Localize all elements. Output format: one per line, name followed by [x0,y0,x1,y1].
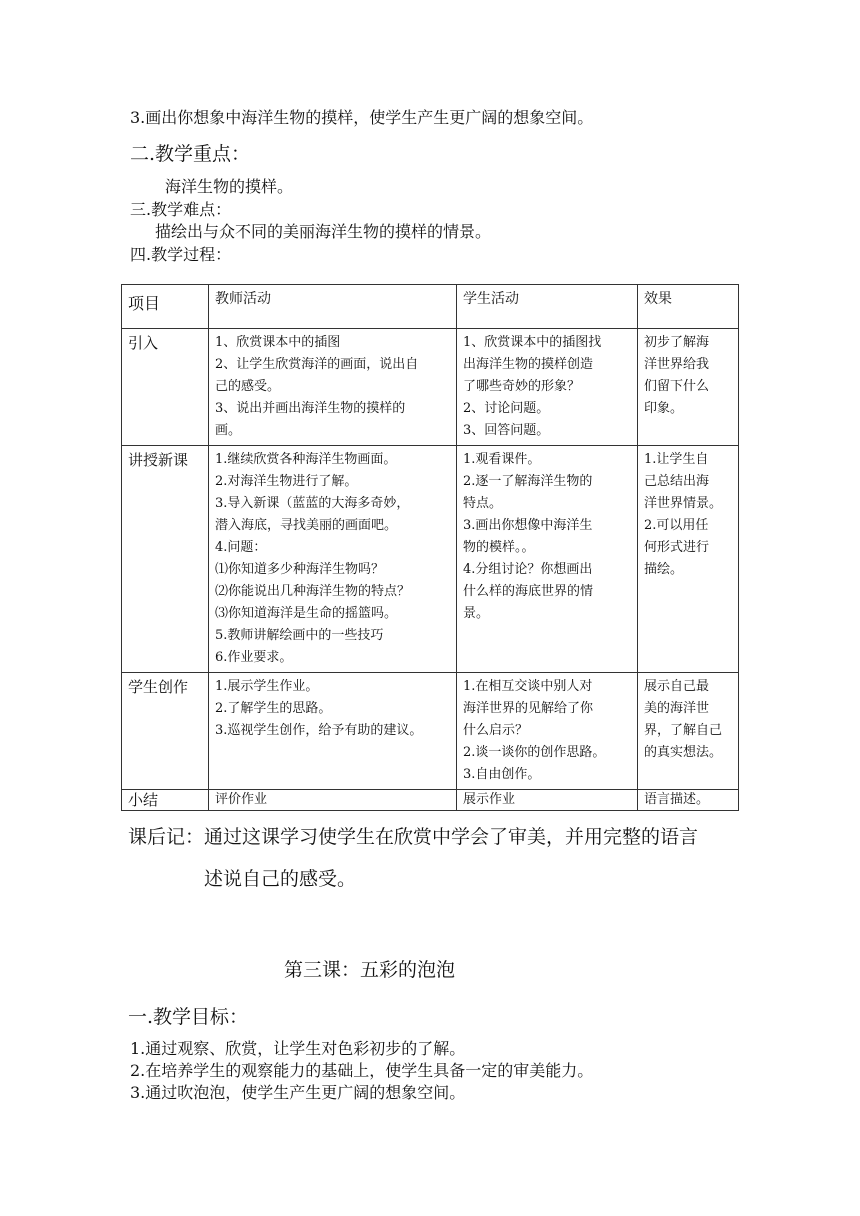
row-label-intro: 引入 [122,329,209,446]
cell-line: 描绘。 [644,562,684,577]
teacher-cell [209,446,457,673]
cell-line: 出海洋生物的摸样创造 [463,357,594,372]
cell-line: 界，了解自己 [644,723,723,738]
cell-line: 何形式进行 [644,540,710,555]
cell-line: 2、讨论问题。 [463,401,550,416]
difficulty-text: 描绘出与众不同的美丽海洋生物的摸样的情景。 [155,222,492,241]
cell-line: 的真实想法。 [644,745,723,760]
lesson-plan-table [121,284,739,811]
cell-line: 物的模样。。 [463,540,535,555]
table-header-row [122,285,739,329]
goal-3-text: 3.画出你想象中海洋生物的摸样，使学生产生更广阔的想象空间。 [130,108,594,127]
lesson-3-title: 第三课：五彩的泡泡 [284,959,456,981]
cell-line: 4.问题： [215,540,267,555]
table-row [122,446,739,673]
cell-line: 3、回答问题。 [463,423,550,438]
table-row [122,790,739,811]
header-effect: 效果 [638,285,739,329]
after-class-note-line-1: 课后记：通过这课学习使学生在欣赏中学会了审美，并用完整的语言 [128,826,699,848]
difficulty-heading: 三.教学难点： [130,200,232,219]
cell-line: 展示作业 [463,792,516,807]
cell-line: 1、欣赏课本中的插图找 [463,335,602,350]
effect-cell [638,329,739,446]
cell-line: 特点。 [463,496,503,511]
effect-cell [638,790,739,811]
cell-line: 4.分组讨论？你想画出 [463,562,593,577]
key-points-heading: 二.教学重点： [130,143,251,165]
cell-line: ⑴你知道多少种海洋生物吗？ [215,562,385,577]
cell-line: 印象。 [644,401,684,416]
cell-line: 2、让学生欣赏海洋的画面，说出自 [215,357,419,372]
table-row [122,673,739,790]
row-label-summary: 小结 [122,790,209,811]
cell-line: 3.巡视学生创作，给予有助的建议。 [215,723,423,738]
key-points-text: 海洋生物的摸样。 [165,177,294,196]
row-label-new-lesson: 讲授新课 [122,446,209,673]
cell-line: 3.导入新课（蓝蓝的大海多奇妙， [215,496,410,511]
cell-line: 展示自己最 [644,679,710,694]
table-row [122,329,739,446]
effect-cell [638,446,739,673]
cell-line: ⑶你知道海洋是生命的摇篮吗。 [215,606,398,621]
cell-line: 洋世界情景。 [644,496,723,511]
teacher-cell [209,673,457,790]
cell-line: 2.可以用任 [644,518,709,533]
header-item: 项目 [122,285,209,329]
cell-line: 1.在相互交谈中别人对 [463,679,593,694]
cell-line: 1、欣赏课本中的插图 [215,335,341,350]
cell-line: 初步了解海 [644,335,710,350]
student-cell [457,446,638,673]
cell-line: 画。 [215,423,242,438]
cell-line: 语言描述。 [644,792,710,807]
lesson-3-goal-3: 3.通过吹泡泡，使学生产生更广阔的想象空间。 [130,1083,466,1102]
teacher-cell [209,329,457,446]
cell-line: 洋世界给我 [644,357,710,372]
student-cell [457,329,638,446]
cell-line: 5.教师讲解绘画中的一些技巧 [215,628,384,643]
cell-line: ⑵你能说出几种海洋生物的特点？ [215,584,411,599]
cell-line: 1.让学生自 [644,452,709,467]
lesson-3-goal-1: 1.通过观察、欣赏，让学生对色彩初步的了解。 [130,1039,466,1058]
teacher-cell [209,790,457,811]
cell-line: 海洋世界的见解给了你 [463,701,594,716]
cell-line: 3.画出你想像中海洋生 [463,518,593,533]
cell-line: 2.逐一了解海洋生物的 [463,474,593,489]
student-cell [457,673,638,790]
cell-line: 景。 [463,606,490,621]
cell-line: 潜入海底，寻找美丽的画面吧。 [215,518,398,533]
cell-line: 了哪些奇妙的形象？ [463,379,581,394]
cell-line: 6.作业要求。 [215,650,293,665]
cell-line: 己的感受。 [215,379,281,394]
cell-line: 3、说出并画出海洋生物的摸样的 [215,401,406,416]
cell-line: 们留下什么 [644,379,710,394]
header-student: 学生活动 [457,285,638,329]
cell-line: 2.对海洋生物进行了解。 [215,474,358,489]
cell-line: 己总结出海 [644,474,710,489]
cell-line: 什么样的海底世界的情 [463,584,594,599]
lesson-3-goals-heading: 一.教学目标： [128,1006,249,1028]
cell-line: 2.了解学生的思路。 [215,701,332,716]
cell-line: 1.观看课件。 [463,452,541,467]
cell-line: 什么启示？ [463,723,529,738]
cell-line: 1.继续欣赏各种海洋生物画面。 [215,452,397,467]
cell-line: 美的海洋世 [644,701,710,716]
process-heading: 四.教学过程： [130,245,232,264]
header-teacher: 教师活动 [209,285,457,329]
cell-line: 3.自由创作。 [463,767,541,782]
student-cell [457,790,638,811]
cell-line: 2.谈一谈你的创作思路。 [463,745,606,760]
row-label-creation: 学生创作 [122,673,209,790]
cell-line: 1.展示学生作业。 [215,679,319,694]
cell-line: 评价作业 [215,792,268,807]
after-class-note-line-2: 述说自己的感受。 [204,868,357,890]
effect-cell [638,673,739,790]
lesson-3-goal-2: 2.在培养学生的观察能力的基础上，使学生具备一定的审美能力。 [130,1061,594,1080]
